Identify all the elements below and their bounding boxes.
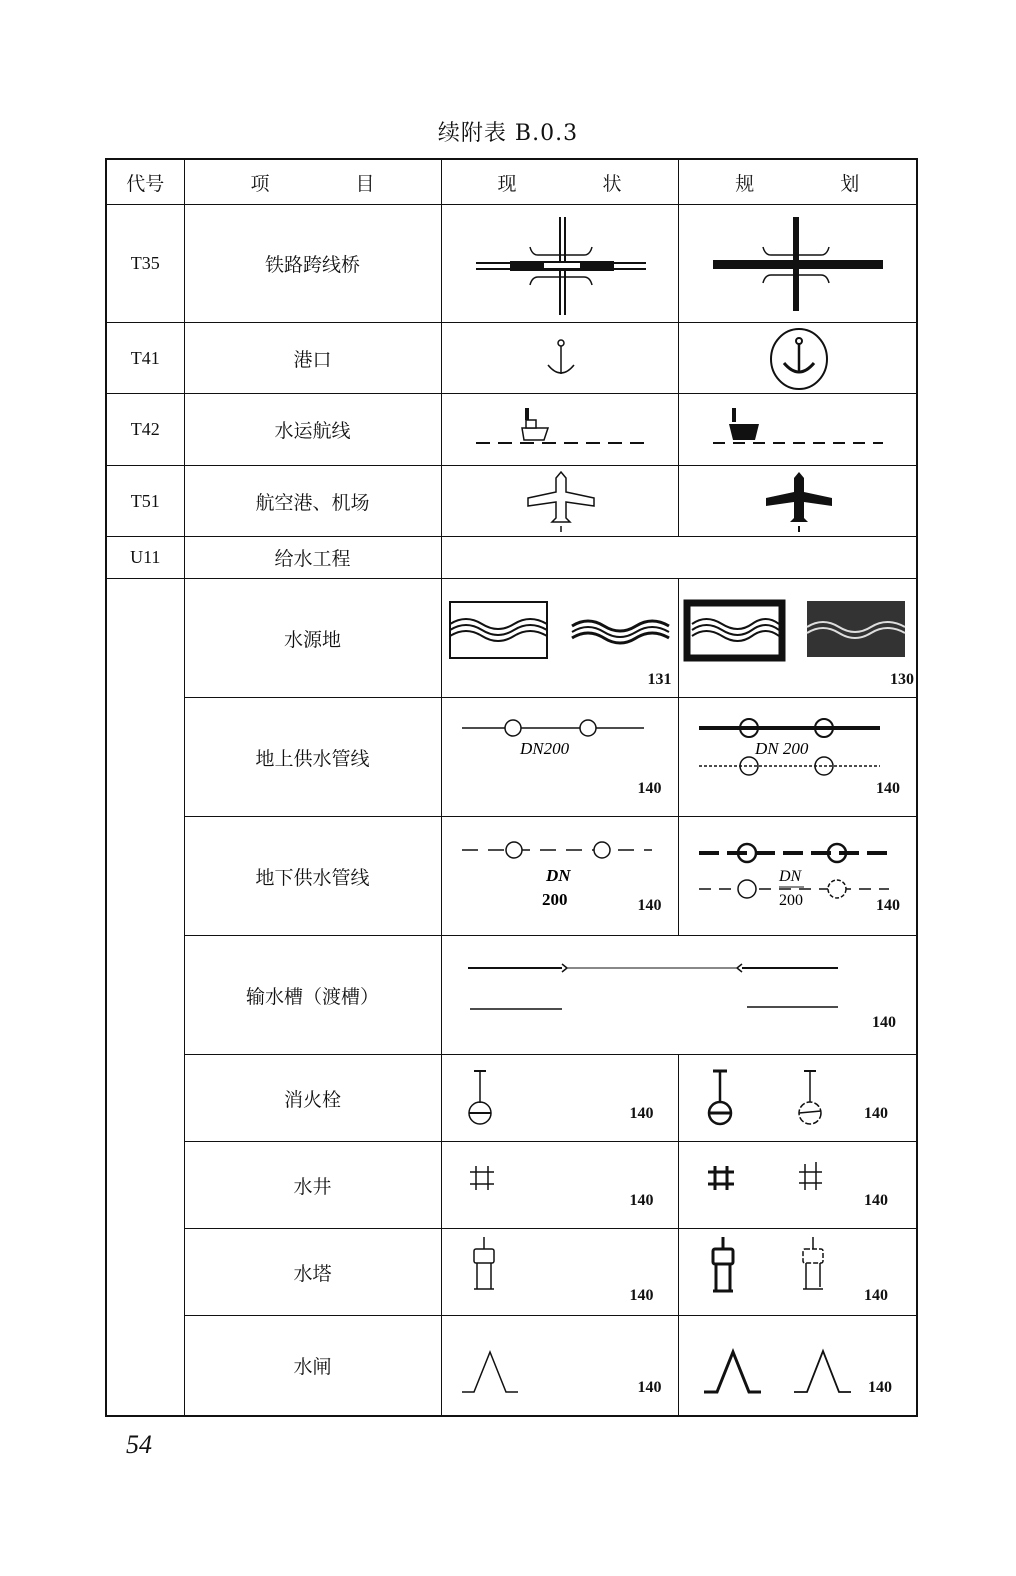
row-item: 给水工程	[184, 537, 441, 579]
ref-number: 140	[872, 1014, 896, 1031]
row-item: 地上供水管线	[184, 698, 441, 817]
row-item: 输水槽（渡槽）	[184, 936, 441, 1055]
current-symbol-cell	[441, 394, 678, 466]
header-code: 代号	[106, 159, 184, 205]
table-row	[106, 936, 917, 1055]
current-symbol-cell	[441, 205, 678, 323]
svg-text:200: 200	[541, 890, 567, 909]
current-symbol-cell	[441, 323, 678, 394]
ref-number: 140	[864, 1105, 888, 1122]
current-symbol-cell	[441, 466, 678, 537]
underground-pipe-bold-icon	[679, 817, 918, 935]
aboveground-pipe-bold-icon	[679, 698, 918, 816]
row-item: 航空港、机场	[184, 466, 441, 537]
ref-number: 140	[864, 1287, 888, 1304]
aboveground-pipe-icon	[442, 698, 679, 816]
row-item: 水运航线	[184, 394, 441, 466]
planned-symbol-cell	[678, 323, 917, 394]
water-source-filled-icon	[679, 579, 918, 697]
ref-number: 140	[876, 897, 900, 914]
row-item: 消火栓	[184, 1055, 441, 1142]
row-item: 水塔	[184, 1229, 441, 1316]
sluice-gate-icon	[442, 1316, 679, 1415]
table-row	[106, 394, 917, 466]
current-symbol-cell	[441, 1055, 678, 1142]
row-item: 港口	[184, 323, 441, 394]
row-item: 地下供水管线	[184, 817, 441, 936]
table-row	[106, 1055, 917, 1142]
table-row	[106, 205, 917, 323]
row-item: 水井	[184, 1142, 441, 1229]
page-number: 54	[126, 1430, 152, 1459]
current-symbol-cell	[441, 698, 678, 817]
header-item: 项 目	[184, 159, 441, 205]
ship-route-filled-icon	[679, 394, 918, 465]
empty-symbol-cell	[441, 537, 917, 579]
planned-symbol-cell	[678, 466, 917, 537]
table-row	[106, 579, 917, 698]
planned-symbol-cell	[678, 394, 917, 466]
railway-overpass-filled-icon	[679, 205, 918, 322]
row-code: U11	[106, 537, 184, 579]
planned-symbol-cell	[678, 1055, 917, 1142]
merged-symbol-cell	[441, 936, 917, 1055]
current-symbol-cell	[441, 1229, 678, 1316]
fire-hydrant-icon	[442, 1055, 679, 1141]
current-symbol-cell	[441, 1316, 678, 1417]
table-title: 续附表 B.0.3	[437, 121, 579, 146]
ref-number: 140	[637, 780, 662, 797]
ref-number: 140	[629, 1192, 654, 1209]
ref-number: 130	[890, 671, 914, 688]
ref-number: 140	[864, 1192, 888, 1209]
planned-symbol-cell	[678, 1229, 917, 1316]
svg-text:DN 200: DN 200	[754, 739, 808, 758]
row-code-merged	[106, 579, 184, 1417]
header-current: 现 状	[441, 159, 678, 205]
svg-text:DN: DN	[545, 866, 571, 885]
airplane-outline-icon	[442, 466, 679, 536]
ref-number: 140	[629, 1287, 654, 1304]
table-row	[106, 817, 917, 936]
svg-text:200: 200	[778, 892, 803, 909]
ref-number: 140	[637, 897, 662, 914]
railway-overpass-icon	[442, 205, 679, 322]
row-item: 铁路跨线桥	[184, 205, 441, 323]
ref-number: 140	[637, 1379, 662, 1396]
current-symbol-cell	[441, 1142, 678, 1229]
underground-pipe-icon	[442, 817, 679, 935]
table-row	[106, 1229, 917, 1316]
row-item: 水闸	[184, 1316, 441, 1417]
table-row	[106, 466, 917, 537]
table-row	[106, 698, 917, 817]
ship-route-outline-icon	[442, 394, 679, 465]
planned-symbol-cell	[678, 698, 917, 817]
symbol-table	[105, 158, 918, 1417]
planned-symbol-cell	[678, 205, 917, 323]
aqueduct-icon	[442, 936, 918, 1054]
water-well-bold-icon	[679, 1142, 918, 1228]
table-row	[106, 1142, 917, 1229]
airplane-filled-icon	[679, 466, 918, 536]
fire-hydrant-bold-icon	[679, 1055, 918, 1141]
row-code: T35	[106, 205, 184, 323]
svg-text:DN: DN	[778, 868, 801, 885]
ref-number: 131	[647, 671, 672, 688]
row-item: 水源地	[184, 579, 441, 698]
table-row	[106, 537, 917, 579]
planned-symbol-cell	[678, 1316, 917, 1417]
ref-number: 140	[629, 1105, 654, 1122]
table-row	[106, 323, 917, 394]
sluice-gate-bold-icon	[679, 1316, 918, 1415]
current-symbol-cell	[441, 817, 678, 936]
header-planned: 规 划	[678, 159, 917, 205]
planned-symbol-cell	[678, 1142, 917, 1229]
planned-symbol-cell	[678, 817, 917, 936]
table-row	[106, 1316, 917, 1417]
row-code: T41	[106, 323, 184, 394]
svg-text:DN200: DN200	[519, 739, 569, 758]
row-code: T51	[106, 466, 184, 537]
water-well-icon	[442, 1142, 679, 1228]
row-code: T42	[106, 394, 184, 466]
ref-number: 140	[868, 1379, 892, 1396]
current-symbol-cell	[441, 579, 678, 698]
anchor-circled-icon	[679, 323, 918, 393]
anchor-icon	[442, 323, 679, 393]
header-row	[106, 159, 917, 205]
ref-number: 140	[876, 780, 900, 797]
planned-symbol-cell	[678, 579, 917, 698]
water-source-outline-icon	[442, 579, 679, 697]
